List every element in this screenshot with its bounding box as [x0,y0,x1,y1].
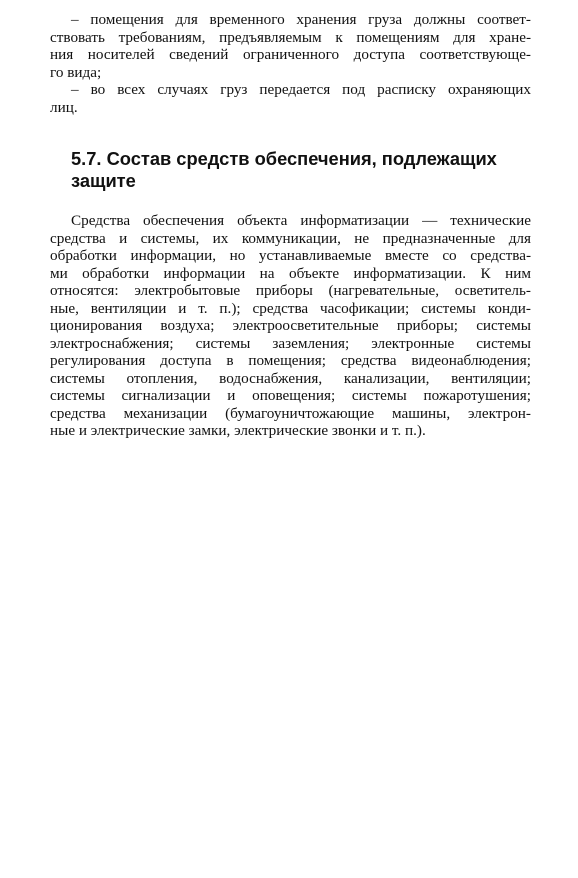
text-line: – во всех случаях груз передается под расписку охраняющих [71,81,531,98]
text-line: ния носителей сведений ограниченного доступа соответствующе- [50,46,531,63]
text-line: регулирования доступа в помещения; средства видеонаблюдения; [50,352,531,369]
section-heading [71,148,531,192]
text-line: системы отопления, водоснабжения, канализации, вентиляции; [50,369,531,387]
text-line: ствовать требованиям, предъявляемым к помещениям для хране- [50,28,531,46]
text-line: го вида; [50,63,102,81]
paragraph-receipt-handover [50,81,531,116]
text-line: системы сигнализации и оповещения; системы пожаротушения; [50,387,531,404]
text-line: обработки информации, но устанавливаемые вместе со средства- [50,247,531,264]
text-line: относятся: электробытовые приборы (нагревательные, осветитель- [50,282,531,299]
heading-line: защите [71,170,136,191]
paragraph-storage-requirements [50,11,531,81]
text-line: ные, вентиляции и т. п.); средства часофикации; системы конди- [50,299,531,317]
text-line: средства механизации (бумагоуничтожающие машины, электрон- [50,404,531,422]
text-line: ми обработки информации на объекте информатизации. К ним [50,264,531,282]
heading-line: 5.7. Состав средств обеспечения, подлежащих [71,148,497,169]
text-line: ционирования воздуха; электроосветительные приборы; системы [50,317,531,334]
paragraph-support-means [50,212,531,440]
text-line: ные и электрические замки, электрические звонки и т. п.). [50,422,426,439]
text-line: Средства обеспечения объекта информатизации — технические [71,212,531,229]
text-line: электроснабжения; системы заземления; электронные системы [50,334,531,352]
text-line: – помещения для временного хранения груза должны соответ- [71,11,531,28]
text-line: средства и системы, их коммуникации, не предназначенные для [50,229,531,247]
text-line: лиц. [50,98,78,116]
